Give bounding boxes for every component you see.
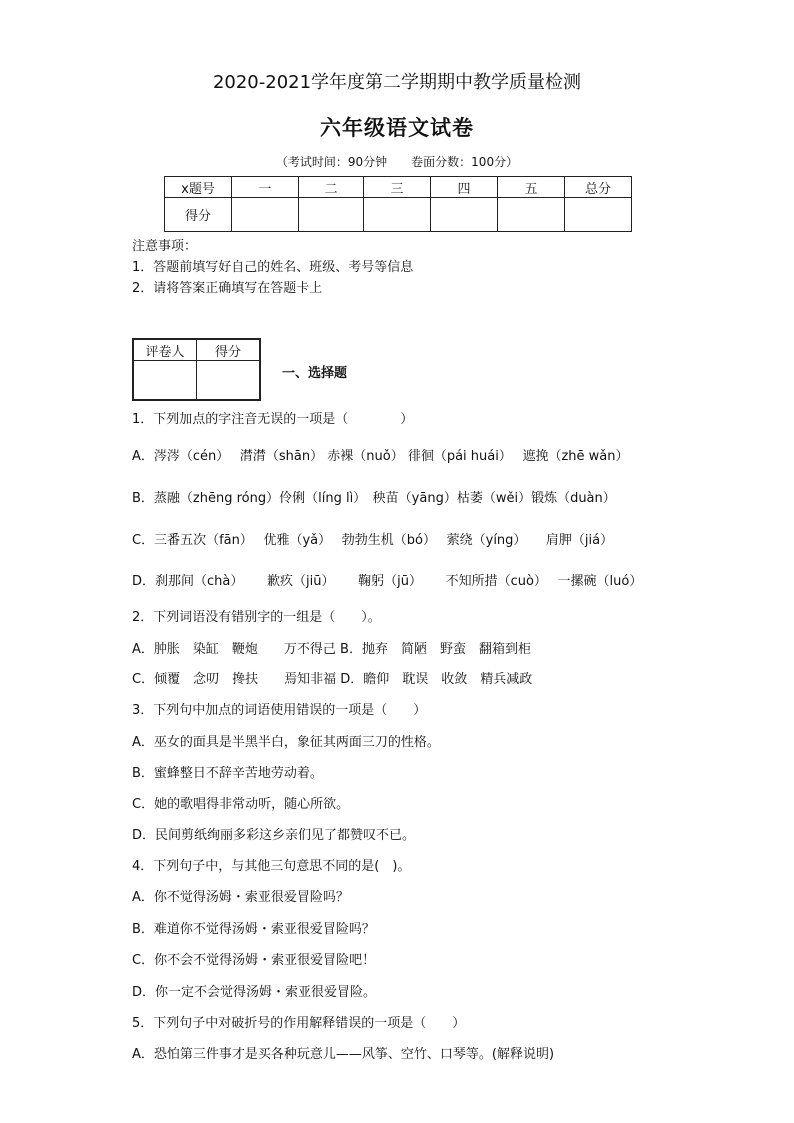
option-3d: D．民间剪纸绚丽多彩这乡亲们见了都赞叹不已。 [132,828,416,843]
exam-title: 2020-2021学年度第二学期期中教学质量检测 [212,72,582,93]
score-table-body-row [165,198,632,232]
option-2ab: A．肿胀 染缸 鞭炮 万不得己 B．抛弃 简陋 野蛮 翻箱到柜 [132,642,531,657]
score-header-cell: 一 [232,177,299,198]
exam-info: （考试时间：90分钟 卷面分数：100分） [275,155,519,169]
score-cell[interactable] [565,198,632,232]
question-2: 2．下列词语没有错别字的一组是（ ）。 [132,610,381,625]
option-4d: D．你一定不会觉得汤姆・索亚很爱冒险。 [132,985,377,1000]
grader-body-row [133,361,260,401]
option-1a: A．涔涔（cén） 潸潸（shān） 赤裸（nuǒ） 徘徊（pái huái） 遮挽（zhē wǎn） [132,449,629,464]
grader-score-cell[interactable] [197,361,261,401]
grader-label: 评卷人 [133,339,197,361]
option-4b: B．难道你不觉得汤姆・索亚很爱冒险吗？ [132,922,375,937]
score-header-cell: 四 [431,177,498,198]
option-5a: A．恐怕第三件事才是买各种玩意儿——风筝、空竹、口琴等。(解释说明) [132,1047,555,1062]
score-cell[interactable] [431,198,498,232]
question-3: 3．下列句中加点的词语使用错误的一项是（ ） [132,703,427,718]
paper-subtitle: 六年级语文试卷 [320,116,474,140]
notes-block [132,236,413,299]
option-1b: B．蒸融（zhēng róng）伶俐（líng lì） 秧苗（yāng）枯萎（wěi）锻炼（duàn） [132,491,616,506]
score-header-cell: 三 [364,177,431,198]
score-header-cell: x题号 [165,177,232,198]
grader-score-label: 得分 [197,339,261,361]
score-cell[interactable] [364,198,431,232]
question-4: 4．下列句子中，与其他三句意思不同的是( )。 [132,859,411,874]
score-row-label: 得分 [165,198,232,232]
score-cell[interactable] [232,198,299,232]
grader-header-row [133,339,260,361]
question-5: 5．下列句子中对破折号的作用解释错误的一项是（ ） [132,1016,466,1031]
option-1d: D．刹那间（chà） 歉疚（jiū） 鞠躬（jū） 不知所措（cuò） 一摞碗（luó） [132,574,643,589]
option-4a: A．你不觉得汤姆・索亚很爱冒险吗？ [132,890,349,905]
grader-table [132,338,261,401]
grader-cell[interactable] [133,361,197,401]
notes-item: 1．答题前填写好自己的姓名、班级、考号等信息 [132,260,414,275]
option-3a: A．巫女的面具是半黑半白，象征其两面三刀的性格。 [132,735,440,750]
score-cell[interactable] [299,198,364,232]
score-table [164,176,632,232]
score-cell[interactable] [498,198,565,232]
notes-item: 2．请将答案正确填写在答题卡上 [132,281,323,296]
question-1: 1．下列加点的字注音无误的一项是（ ） [132,412,414,427]
score-header-cell: 二 [299,177,364,198]
notes-heading: 注意事项： [132,239,198,254]
option-3b: B．蜜蜂整日不辞辛苦地劳动着。 [132,766,323,781]
option-2cd: C．倾覆 念叨 搀扶 焉知非福 D．瞻仰 耽误 收敛 精兵减政 [132,672,533,687]
section-title: 一、选择题 [282,366,348,381]
option-1c: C．三番五次（fān） 优雅（yǎ） 勃勃生机（bó） 萦绕（yíng） 肩胛（jiá） [132,533,614,548]
score-header-cell: 总分 [565,177,632,198]
option-4c: C．你不会不觉得汤姆・索亚很爱冒险吧！ [132,953,376,968]
score-table-header-row [165,177,632,198]
option-3c: C．她的歌唱得非常动听，随心所欲。 [132,797,350,812]
score-header-cell: 五 [498,177,565,198]
